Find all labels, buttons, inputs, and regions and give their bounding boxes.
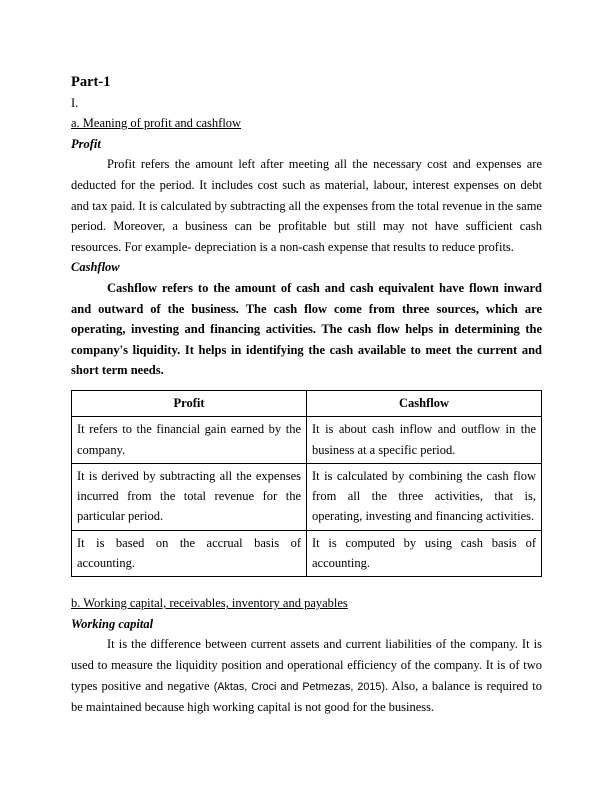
table-cell-cashflow: It is calculated by combining the cash flow from all the three activities, that is, operating, investing and financing activities. — [307, 463, 542, 530]
table-cell-profit: It is based on the accrual basis of accounting. — [72, 530, 307, 577]
table-header-cashflow: Cashflow — [307, 390, 542, 416]
section-b-title: b. Working capital, receivables, inventory and payables — [71, 596, 348, 611]
table-row — [72, 530, 542, 577]
profit-heading: Profit — [71, 136, 101, 151]
table-header-profit: Profit — [72, 390, 307, 416]
table-cell-cashflow: It is about cash inflow and outflow in the business at a specific period. — [307, 417, 542, 464]
cashflow-heading: Cashflow — [71, 260, 120, 275]
profit-paragraph: Profit refers the amount left after meeting all the necessary cost and expenses are deducted for the period. It includes cost such as material, labour, interest expenses on debt and tax paid. It is calculated by subtracting all the expenses from the total revenue in the same period. Moreover, a business can be profitable but still may not have sufficient cash resources. For example- depreciation is a non-cash expense that results to reduce profits. — [71, 157, 542, 254]
table-cell-cashflow: It is computed by using cash basis of accounting. — [307, 530, 542, 577]
working-capital-heading: Working capital — [71, 616, 154, 631]
table-row — [72, 417, 542, 464]
profit-cashflow-comparison-table — [71, 390, 542, 577]
page-title: Part-1 — [71, 74, 111, 90]
working-capital-paragraph — [71, 634, 542, 717]
paragraph-text-before-citation: It is the difference between current assets and current liabilities of the company. It is used to measure the liquidity position and operational efficiency of the company. It is of two types positive and negative — [71, 637, 542, 693]
table-header-row — [72, 390, 542, 416]
citation-reference: (Aktas, Croci and Petmezas, 2015) — [213, 680, 385, 693]
table-cell-profit: It refers to the financial gain earned by the company. — [72, 417, 307, 464]
paragraph-text-after-citation: . Also, a balance is required to be maintained because high working capital is not good for the business. — [71, 678, 543, 715]
table-cell-profit: It is derived by subtracting all the expenses incurred from the total revenue for the particular period. — [72, 463, 307, 530]
list-marker-roman: I. — [71, 95, 79, 110]
cashflow-paragraph: Cashflow refers to the amount of cash and cash equivalent have flown inward and outward of the business. The cash flow come from three sources, which are operating, investing and financing activities. The cash flow helps in determining the company's liquidity. It helps in identifying the cash available to meet the current and short term needs. — [71, 280, 542, 378]
section-a-title: a. Meaning of profit and cashflow — [71, 116, 242, 131]
table-row — [72, 463, 542, 530]
